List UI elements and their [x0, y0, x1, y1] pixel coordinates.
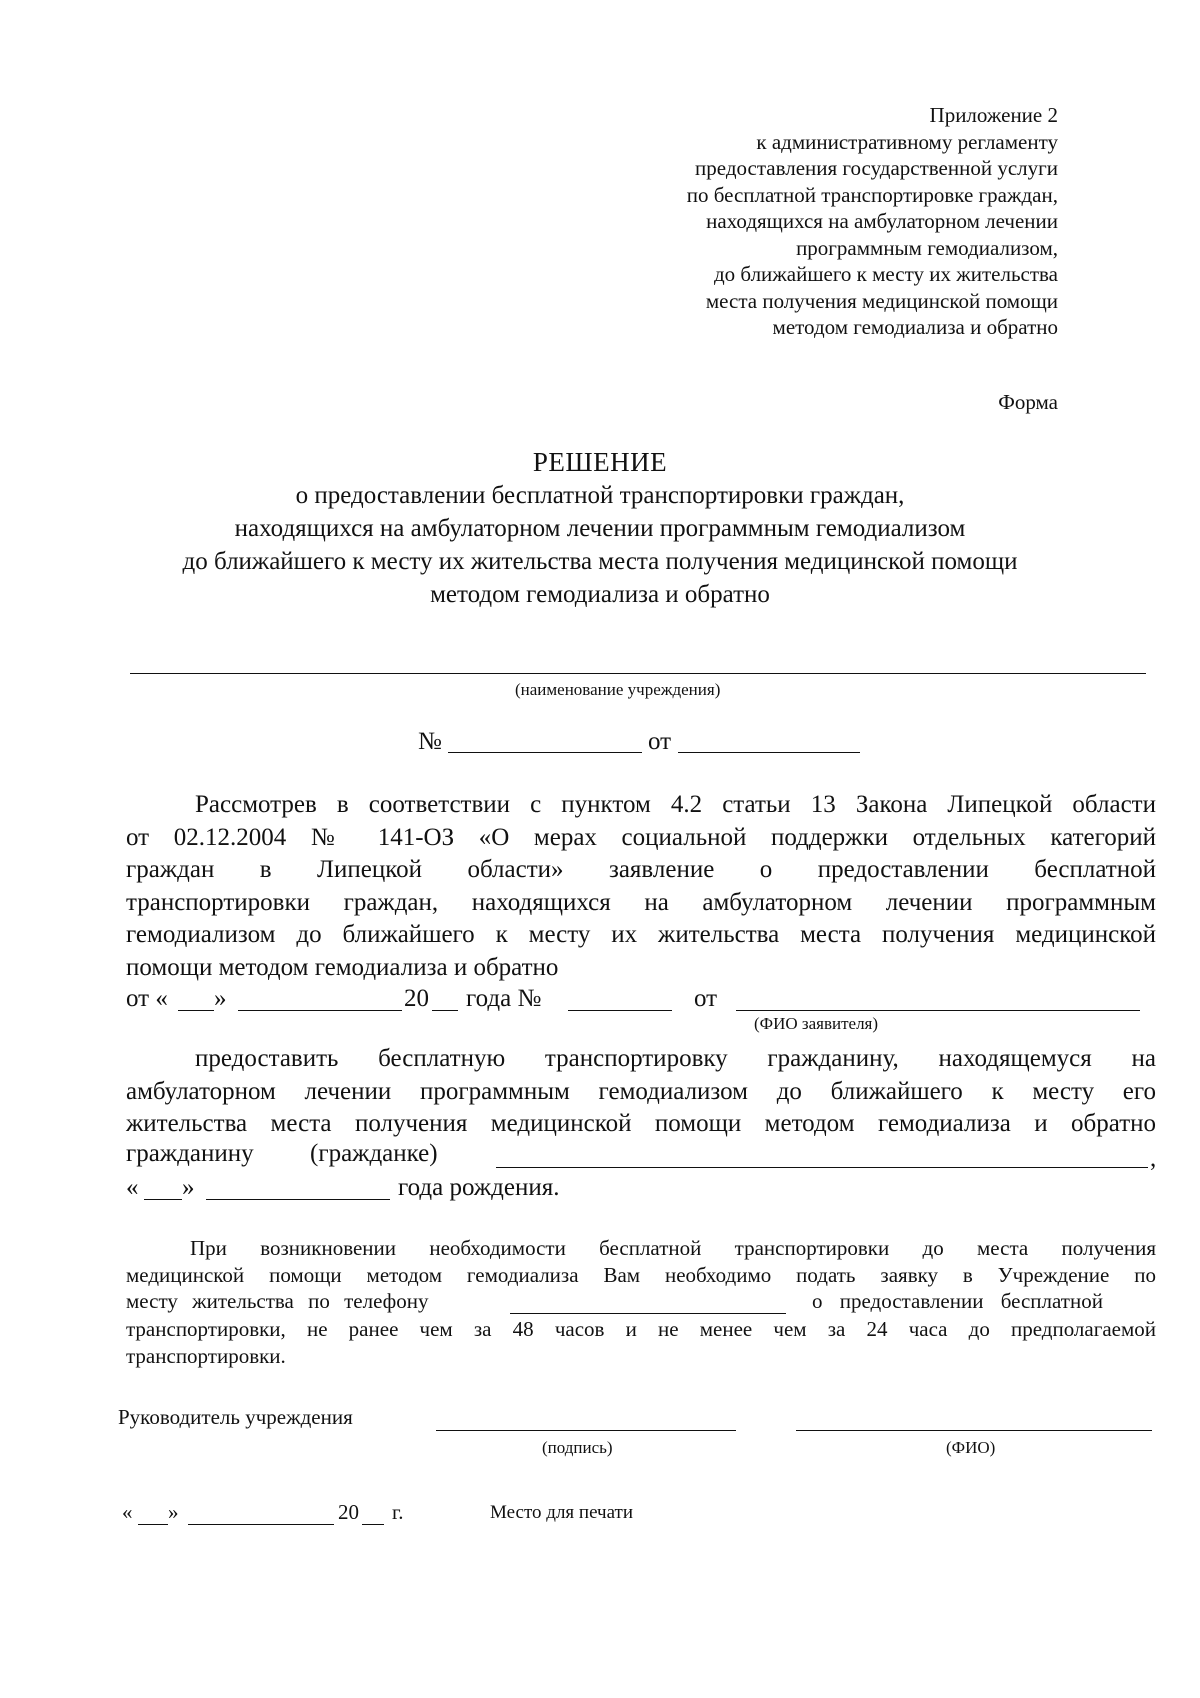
appendix-line: до ближайшего к месту их жительства — [713, 262, 1058, 286]
notice-phone-label: месту жительства по телефону — [126, 1289, 429, 1313]
paragraph-line: амбулаторном лечении программным гемодиализом до ближайшего к месту его — [126, 1077, 1156, 1105]
decision-number-field[interactable] — [448, 752, 642, 753]
appendix-line: Приложение 2 — [929, 103, 1058, 127]
head-name-caption: (ФИО) — [946, 1438, 996, 1457]
appendix-line: методом гемодиализа и обратно — [772, 315, 1058, 339]
document-title — [0, 446, 1200, 611]
paragraph-line: жительства места получения медицинской помощи методом гемодиализа и обратно — [126, 1110, 1156, 1137]
paragraph-review — [126, 789, 1156, 984]
institution-name-field[interactable] — [130, 673, 1146, 674]
birth-suffix: года рождения. — [398, 1174, 560, 1201]
birth-open-quote: « — [126, 1174, 139, 1201]
year-number-label: года № — [466, 985, 542, 1012]
title-line: о предоставлении бесплатной транспортировки граждан, — [295, 482, 905, 509]
comma: , — [1150, 1145, 1157, 1172]
notice-line: транспортировки, не ранее чем за 48 часов и не менее чем за 24 часа до предполагаемой — [126, 1317, 1156, 1341]
sign-month-field[interactable] — [188, 1524, 334, 1525]
title-line: находящихся на амбулаторном лечении программным гемодиализом — [234, 515, 966, 542]
application-day-field[interactable] — [178, 1010, 214, 1011]
paragraph-line: транспортировки граждан, находящихся на амбулаторном лечении программным — [126, 888, 1156, 916]
paragraph-line: предоставить бесплатную транспортировку гражданину, находящемуся на — [195, 1045, 1156, 1072]
appendix-line: программным гемодиализом, — [796, 235, 1058, 260]
title-line: методом гемодиализа и обратно — [430, 581, 770, 608]
form-label: Форма — [998, 390, 1058, 414]
signature-caption: (подпись) — [542, 1438, 613, 1457]
application-from-label: от « — [126, 985, 168, 1012]
paragraph-line: гемодиализом до ближайшего к месту их жительства места получения медицинской — [126, 921, 1156, 948]
citizen-label: гражданину — [126, 1140, 254, 1167]
paragraph-decision — [126, 1043, 1156, 1141]
decision-date-field[interactable] — [678, 752, 860, 753]
phone-field[interactable] — [510, 1313, 786, 1314]
notice-line: транспортировки. — [126, 1344, 286, 1368]
title-main: РЕШЕНИЕ — [532, 447, 668, 477]
number-label: № — [418, 728, 442, 755]
appendix-line: по бесплатной транспортировке граждан, — [686, 182, 1058, 207]
notice-line: медицинской помощи методом гемодиализа Вам необходимо подать заявку в Учреждение по — [126, 1263, 1156, 1287]
sign-year-suffix: г. — [392, 1500, 404, 1524]
applicant-from-label: от — [694, 985, 718, 1012]
appendix-line: предоставления государственной услуги — [695, 156, 1058, 180]
head-label: Руководитель учреждения — [118, 1405, 353, 1429]
appendix-line: места получения медицинской помощи — [705, 288, 1058, 313]
year-prefix: 20 — [404, 985, 429, 1012]
paragraph-line: Рассмотрев в соответствии с пунктом 4.2 статьи 13 Закона Липецкой области — [195, 791, 1156, 818]
signature-field[interactable] — [436, 1430, 736, 1431]
application-number-field[interactable] — [568, 1010, 672, 1011]
date-open-quote: « — [122, 1500, 133, 1524]
citizen-alt-label: (гражданке) — [310, 1140, 438, 1167]
sign-year-prefix: 20 — [338, 1500, 359, 1524]
notice-phone-suffix: о предоставлении бесплатной — [812, 1289, 1103, 1313]
birth-day-field[interactable] — [144, 1199, 182, 1200]
paragraph-line: от 02.12.2004 № 141-ОЗ «О мерах социальной поддержки отдельных категорий — [126, 823, 1156, 851]
appendix-line: находящихся на амбулаторном лечении — [706, 209, 1058, 233]
stamp-place-label: Место для печати — [490, 1502, 634, 1523]
head-name-field[interactable] — [796, 1430, 1152, 1431]
institution-caption: (наименование учреждения) — [515, 680, 721, 699]
applicant-name-field[interactable] — [736, 1010, 1140, 1011]
paragraph-line: граждан в Липецкой области» заявление о предоставлении бесплатной — [126, 856, 1156, 883]
citizen-name-field[interactable] — [496, 1167, 1148, 1168]
applicant-caption: (ФИО заявителя) — [754, 1014, 879, 1033]
date-close-quote: » — [168, 1500, 179, 1524]
birth-close-quote: » — [182, 1174, 195, 1201]
quote-close: » — [214, 985, 227, 1012]
paragraph-line: помощи методом гемодиализа и обратно — [126, 953, 559, 981]
title-line: до ближайшего к месту их жительства места получения медицинской помощи — [182, 548, 1018, 575]
application-year-field[interactable] — [432, 1010, 458, 1011]
notice-line: При возникновении необходимости бесплатной транспортировки до места получения — [190, 1236, 1156, 1260]
application-month-field[interactable] — [238, 1010, 402, 1011]
appendix-line: к административному регламенту — [756, 129, 1058, 154]
sign-year-field[interactable] — [362, 1524, 384, 1525]
birth-date-field[interactable] — [206, 1199, 390, 1200]
sign-day-field[interactable] — [138, 1524, 168, 1525]
date-from-label: от — [648, 728, 672, 755]
appendix-header — [687, 102, 1058, 341]
